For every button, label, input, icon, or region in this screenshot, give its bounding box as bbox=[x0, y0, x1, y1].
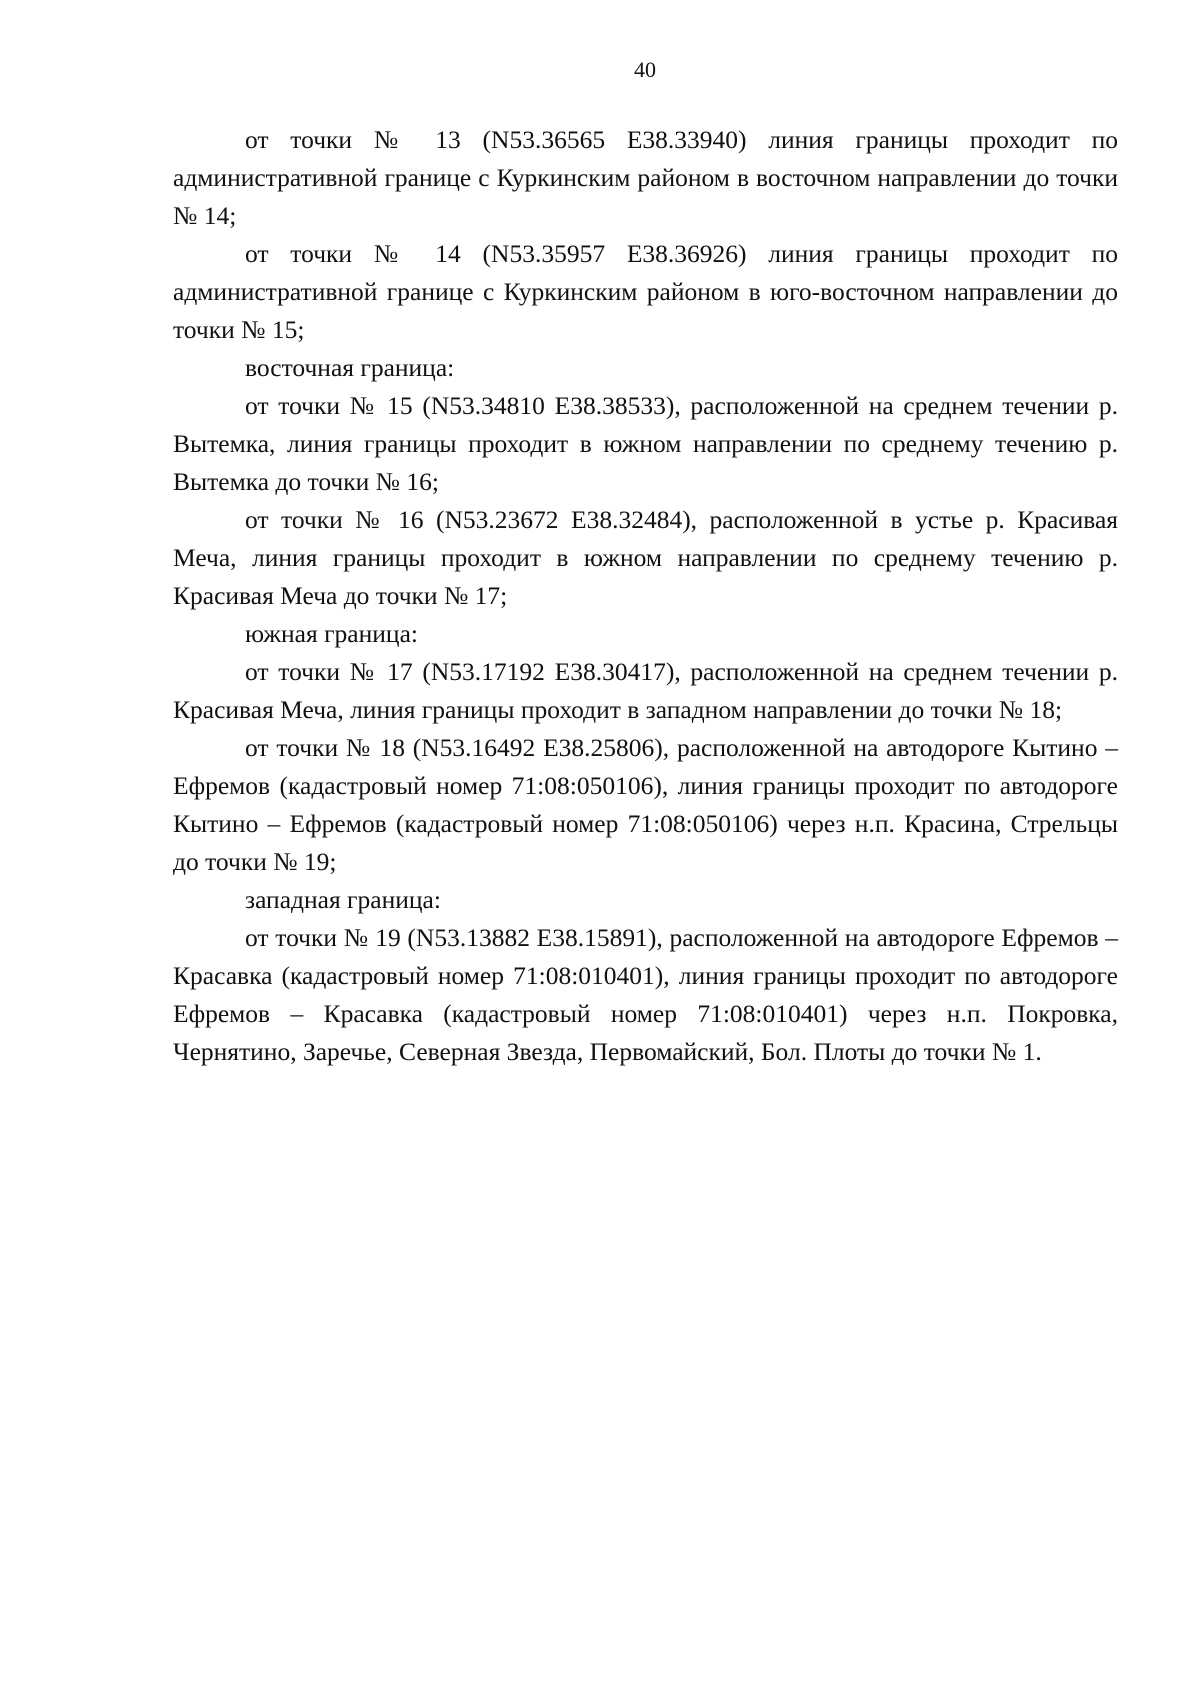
heading-eastern-border: восточная граница: bbox=[245, 353, 455, 382]
heading-southern-border: южная граница: bbox=[245, 619, 418, 648]
paragraph-point-13: от точки № 13 (N53.36565 E38.33940) линия границы проходит по административной границе с Куркинским районом в восточном направлении до точки № 14; bbox=[173, 125, 1118, 230]
paragraph-point-19: от точки № 19 (N53.13882 E38.15891), расположенной на автодороге Ефремов – Красавка (кадастровый номер 71:08:010401), линия границы проходит по автодороге Ефремов – Красавка (кадастровый номер 71:08:010401) через н.п. Покровка, Чернятино, Заречье, Северная Звезда, Первомайский, Бол. Плоты до точки № 1. bbox=[173, 923, 1118, 1066]
document-body bbox=[173, 121, 1118, 1071]
paragraph-point-16: от точки № 16 (N53.23672 E38.32484), расположенной в устье р. Красивая Меча, линия границы проходит в южном направлении по среднему течению р. Красивая Меча до точки № 17; bbox=[173, 505, 1118, 610]
paragraph-point-15: от точки № 15 (N53.34810 E38.38533), расположенной на среднем течении р. Вытемка, линия границы проходит в южном направлении по среднему течению р. Вытемка до точки № 16; bbox=[173, 391, 1118, 496]
paragraph-point-18: от точки № 18 (N53.16492 E38.25806), расположенной на автодороге Кытино – Ефремов (кадастровый номер 71:08:050106), линия границы проходит по автодороге Кытино – Ефремов (кадастровый номер 71:08:050106) через н.п. Красина, Стрельцы до точки № 19; bbox=[173, 733, 1118, 876]
paragraph-point-14: от точки № 14 (N53.35957 E38.36926) линия границы проходит по административной границе с Куркинским районом в юго-восточном направлении до точки № 15; bbox=[173, 239, 1118, 344]
page-number: 40 bbox=[634, 57, 656, 82]
heading-western-border: западная граница: bbox=[245, 885, 441, 914]
paragraph-point-17: от точки № 17 (N53.17192 E38.30417), расположенной на среднем течении р. Красивая Меча, линия границы проходит в западном направлении до точки № 18; bbox=[173, 657, 1118, 724]
